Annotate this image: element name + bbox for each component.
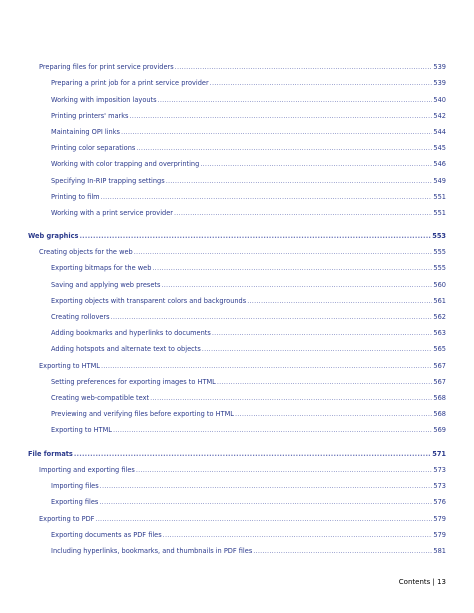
toc-entry[interactable] [51,313,446,321]
toc-entry-page: 555 [433,248,446,256]
toc-entry[interactable] [39,515,446,523]
toc-entry-page: 561 [433,297,446,305]
toc-entry-label: Saving and applying web presets [51,281,161,289]
toc-entry-label: Printing to film [51,193,100,201]
toc-entry-label: Exporting documents as PDF files [51,531,162,539]
toc-entry-label: Importing and exporting files [39,466,135,474]
dot-leader [202,345,433,353]
toc-entry-label: Exporting to HTML [51,426,112,434]
toc-entry[interactable] [51,345,446,353]
toc-entry-label: Adding bookmarks and hyperlinks to documents [51,329,211,337]
dot-leader [136,466,433,474]
toc-entry[interactable] [39,466,446,474]
toc-entry-page: 579 [433,515,446,523]
dot-leader [247,297,432,305]
toc-entry-label: Specifying In-RIP trapping settings [51,177,165,185]
toc-entry-label: Creating rollovers [51,313,110,321]
dot-leader [99,498,432,506]
toc-entry[interactable] [39,63,446,71]
dot-leader [210,79,433,87]
dot-leader [101,362,432,370]
toc-entry-page: 579 [433,531,446,539]
toc-entry[interactable] [51,378,446,386]
toc-entry-label: Including hyperlinks, bookmarks, and thumbnails in PDF files [51,547,253,555]
dot-leader [161,281,432,289]
toc-entry-page: 581 [433,547,446,555]
toc-entry-page: 539 [433,79,446,87]
toc-entry-label: Exporting files [51,498,99,506]
toc-entry[interactable] [51,410,446,418]
dot-leader [163,531,433,539]
toc-entry-page: 573 [433,482,446,490]
toc-entry-label: Exporting objects with transparent colors and backgrounds [51,297,247,305]
toc-entry[interactable] [51,264,446,272]
dot-leader [130,112,433,120]
dot-leader [113,426,432,434]
toc-entry[interactable] [39,362,446,370]
dot-leader [100,482,433,490]
toc-entry[interactable] [51,531,446,539]
dot-leader [166,177,433,185]
toc-entry-page: 551 [433,193,446,201]
toc-entry-page: 545 [433,144,446,152]
toc-entry-label: Web graphics [28,232,79,240]
dot-leader [212,329,433,337]
toc-entry-label: Preparing a print job for a print service provider [51,79,209,87]
toc-entry-page: 576 [433,498,446,506]
toc-entry[interactable] [51,160,446,168]
dot-leader [95,515,432,523]
toc-entry-label: Creating objects for the web [39,248,133,256]
dot-leader [136,144,432,152]
toc-entry-page: 567 [433,362,446,370]
toc-entry-label: Preparing files for print service providers [39,63,174,71]
toc-entry-label: Previewing and verifying files before exporting to HTML [51,410,234,418]
dot-leader [79,232,431,240]
toc-entry[interactable] [51,79,446,87]
toc-entry-page: 560 [433,281,446,289]
toc-entry[interactable] [51,193,446,201]
toc-entry-page: 551 [433,209,446,217]
dot-leader [217,378,433,386]
toc-entry[interactable] [51,426,446,434]
dot-leader [111,313,433,321]
toc-entry-label: Working with color trapping and overprinting [51,160,200,168]
dot-leader [253,547,432,555]
toc-entry-label: Exporting to PDF [39,515,95,523]
toc-entry-page: 567 [433,378,446,386]
dot-leader [121,128,432,136]
dot-leader [152,264,432,272]
toc-entry-page: 563 [433,329,446,337]
toc-entry[interactable] [39,248,446,256]
dot-leader [150,394,432,402]
toc-entry-label: Printing printers' marks [51,112,129,120]
toc-entry[interactable] [51,144,446,152]
toc-entry-page: 546 [433,160,446,168]
toc-entry-page: 542 [433,112,446,120]
toc-entry[interactable] [51,297,446,305]
dot-leader [235,410,432,418]
toc-entry-label: Creating web-compatible text [51,394,150,402]
dot-leader [174,209,432,217]
page-footer: Contents | 13 [398,578,446,586]
dot-leader [74,450,431,458]
toc-entry-page: 540 [433,96,446,104]
toc-entry-page: 568 [433,394,446,402]
toc-entry-page: 568 [433,410,446,418]
toc-entry-label: Printing color separations [51,144,136,152]
dot-leader [101,193,433,201]
toc-chapter-entry[interactable] [28,450,446,458]
toc-entry-page: 573 [433,466,446,474]
toc-entry-page: 571 [432,450,446,458]
dot-leader [134,248,433,256]
toc-entry[interactable] [51,209,446,217]
toc-entry-page: 555 [433,264,446,272]
toc-entry[interactable] [51,482,446,490]
toc-entry-page: 539 [433,63,446,71]
toc-entry-label: Adding hotspots and alternate text to objects [51,345,201,353]
toc-entry[interactable] [51,96,446,104]
toc-entry[interactable] [51,394,446,402]
toc-entry[interactable] [51,281,446,289]
toc-entry-page: 562 [433,313,446,321]
toc-entry-page: 565 [433,345,446,353]
toc-entry-page: 549 [433,177,446,185]
toc-entry-page: 544 [433,128,446,136]
toc-entry[interactable] [51,498,446,506]
toc-entry-label: Exporting to HTML [39,362,100,370]
toc-entry[interactable] [51,177,446,185]
dot-leader [158,96,433,104]
dot-leader [175,63,433,71]
toc-entry[interactable] [51,128,446,136]
toc-entry-label: Importing files [51,482,99,490]
toc-chapter-entry[interactable] [28,232,446,240]
toc-entry-label: Setting preferences for exporting images to HTML [51,378,216,386]
toc-entry-label: Exporting bitmaps for the web [51,264,152,272]
toc-entry-page: 569 [433,426,446,434]
toc-entry[interactable] [51,112,446,120]
toc-entry[interactable] [51,547,446,555]
dot-leader [200,160,432,168]
toc-entry-label: Working with imposition layouts [51,96,157,104]
toc-entry-label: Maintaining OPI links [51,128,120,136]
toc-entry-label: Working with a print service provider [51,209,173,217]
toc-entry-page: 553 [432,232,446,240]
toc-entry[interactable] [51,329,446,337]
toc-entry-label: File formats [28,450,73,458]
